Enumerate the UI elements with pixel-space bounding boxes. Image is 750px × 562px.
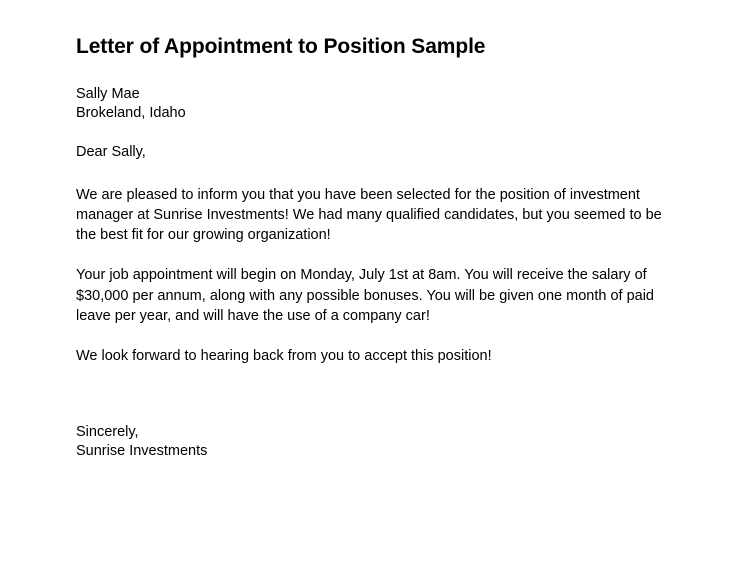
recipient-location: Brokeland, Idaho	[76, 105, 186, 122]
recipient-address	[76, 85, 676, 123]
valediction: Sincerely,	[76, 423, 139, 440]
signer-name: Sunrise Investments	[76, 442, 208, 459]
recipient-name: Sally Mae	[76, 86, 140, 103]
letter-body	[76, 34, 676, 461]
body-paragraph-3: We look forward to hearing back from you to accept this position!	[76, 348, 492, 365]
body-paragraph-2: Your job appointment will begin on Monday, July 1st at 8am. You will receive the salary of $30,000 per annum, along with any possible bonuses. You will be given one month of paid leave per year, and will have the use of a company car!	[76, 267, 654, 325]
page-title: Letter of Appointment to Position Sample	[76, 35, 486, 58]
salutation: Dear Sally,	[76, 144, 146, 161]
closing-block	[76, 423, 676, 461]
body-paragraph-1: We are pleased to inform you that you have been selected for the position of investment manager at Sunrise Investments! We had many qualified candidates, but you seemed to be the best fit for our growing organization!	[76, 186, 662, 244]
